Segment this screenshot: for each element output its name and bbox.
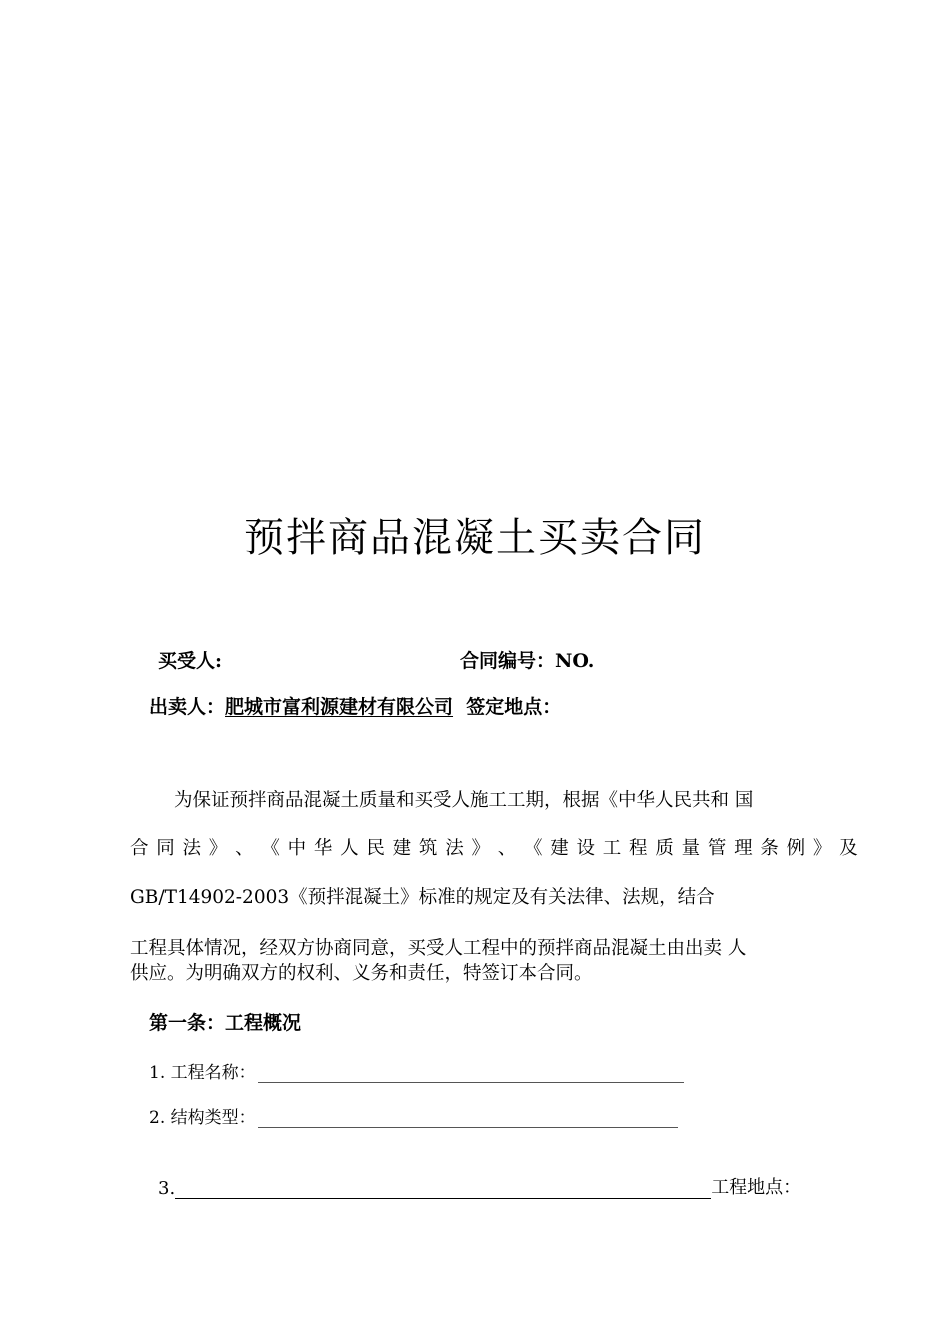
preamble-line-2-char: 人 (340, 838, 359, 859)
preamble-line-2-char: 管 (707, 838, 727, 859)
preamble-line-2-char: 同 (156, 838, 175, 859)
preamble-line-2-char: 质 (655, 838, 674, 859)
seller-label: 出卖人： (149, 696, 226, 718)
preamble-line-2-char: 中 (287, 838, 307, 859)
preamble-line-5: 供应。为明确双方的权利、义务和责任，特签订本合同。 (130, 963, 593, 984)
preamble-line-2-char: 法 (182, 838, 202, 859)
project-location-label: 工程地点： (711, 1177, 802, 1198)
preamble-line-2-char: 合 (130, 838, 149, 859)
seller-name: 肥城市富利源建材有限公司 (225, 696, 454, 718)
structure-type-blank (258, 1109, 678, 1128)
preamble-line-2-char: 条 (760, 838, 779, 859)
preamble-line-2-char: 设 (576, 838, 596, 859)
preamble-line-2-char: 、 (497, 838, 517, 859)
section-1-heading: 第一条：工程概况 (149, 1012, 302, 1034)
document-title: 预拌商品混凝土买卖合同 (244, 515, 706, 561)
preamble-line-2-char: 程 (629, 838, 648, 859)
preamble-line-4: 工程具体情况，经双方协商同意，买受人工程中的预拌商品混凝土由出卖 人 (130, 938, 747, 959)
preamble-line-2-char: 》 (208, 838, 228, 859)
project-location-field (158, 1173, 801, 1199)
preamble-line-2-char: 《 (523, 838, 543, 859)
preamble-line-2-char: 量 (681, 838, 701, 859)
project-name-field (149, 1058, 684, 1083)
seller-line (149, 692, 561, 719)
project-name-label: 1. 工程名称： (149, 1063, 256, 1083)
preamble-line-2-char: 民 (366, 838, 385, 859)
signing-place-label: 签定地点： (466, 696, 562, 718)
preamble-line-2-char: 《 (261, 838, 280, 859)
preamble-line-2-char: 工 (602, 838, 622, 859)
contract-number-label: 合同编号：NO. (460, 650, 595, 672)
preamble-line-2-char: 例 (786, 838, 806, 859)
preamble-line-2-char: 建 (392, 838, 412, 859)
preamble-line-2-char: 筑 (418, 838, 438, 859)
preamble-line-3: GB/T14902-2003《预拌混凝土》标准的规定及有关法律、法规，结合 (130, 887, 715, 908)
preamble-line-1: 为保证预拌商品混凝土质量和买受人施工工期，根据《中华人民共和 国 (174, 790, 754, 811)
project-name-blank (258, 1064, 684, 1083)
structure-type-label: 2. 结构类型： (149, 1108, 256, 1128)
preamble-line-2-char: 及 (839, 838, 858, 859)
preamble-line-2-char: 》 (471, 838, 490, 859)
preamble-line-2 (130, 834, 858, 860)
structure-type-field (149, 1103, 678, 1128)
preamble-line-2-char: 理 (734, 838, 753, 859)
preamble-line-2-char: 》 (812, 838, 832, 859)
preamble-line-2-char: 华 (313, 838, 333, 859)
item-3-number: 3. (158, 1178, 176, 1199)
preamble-line-2-char: 建 (550, 838, 569, 859)
project-location-blank (175, 1178, 711, 1199)
preamble-line-2-char: 、 (235, 838, 254, 859)
buyer-label: 买受人: (158, 650, 223, 672)
preamble-line-2-char: 法 (445, 838, 464, 859)
